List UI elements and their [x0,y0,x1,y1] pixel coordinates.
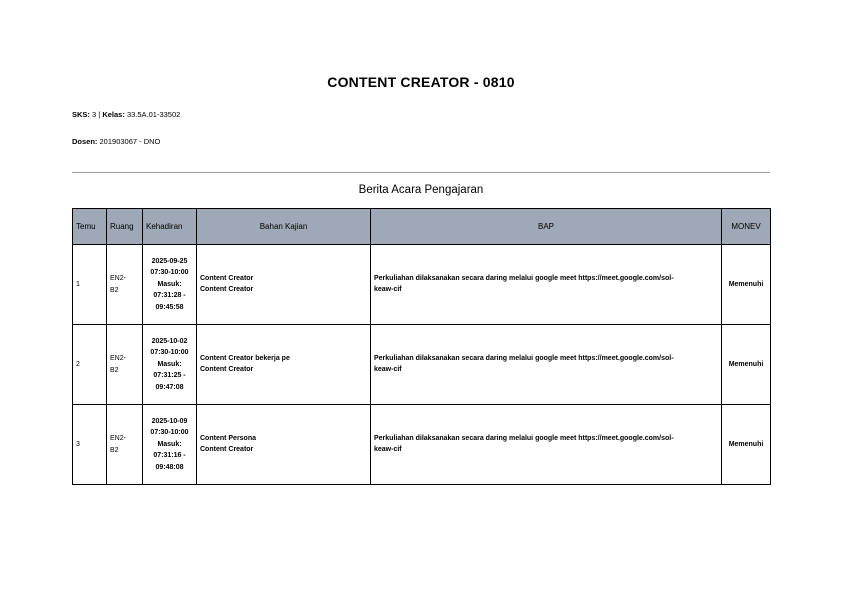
kehadiran-schedule: 07:30-10:00 [150,429,189,437]
cell-ruang [107,405,143,485]
cell-ruang [107,325,143,405]
cell-bahan-kajian [197,245,371,325]
header-temu: Temu [73,209,107,245]
sks-label: SKS: [72,110,90,119]
bahan-line: Content Persona [200,435,257,442]
kehadiran-masuk-start: 07:31:16 - [153,452,186,460]
header-bahan-kajian: Bahan Kajian [197,209,371,245]
header-bap: BAP [371,209,722,245]
header-monev: MONEV [722,209,771,245]
bap-table [72,208,771,485]
kelas-value: 33.5A.01-33502 [126,110,181,119]
table-row [73,405,771,485]
kehadiran-masuk-start: 07:31:25 - [153,372,186,380]
cell-temu: 3 [73,405,107,485]
section-title: Berita Acara Pengajaran [358,184,484,196]
kehadiran-masuk-end: 09:47:08 [155,383,184,391]
kehadiran-masuk-end: 09:48:08 [155,463,184,471]
cell-bahan-kajian [197,405,371,485]
course-info [72,110,180,119]
bap-line: keaw-cif [374,365,402,373]
bap-line: keaw-cif [374,445,402,453]
lecturer-info [72,137,160,146]
cell-bap [371,325,722,405]
kehadiran-masuk-end: 09:45:58 [155,303,184,311]
bahan-line: Content Creator [200,285,254,293]
ruang-line: EN2- [110,354,126,362]
table-header-row [73,209,771,245]
cell-kehadiran [143,325,197,405]
kehadiran-schedule: 07:30-10:00 [150,269,189,277]
bap-line: Perkuliahan dilaksanakan secara daring melalui google meet https://meet.google.com/sol- [374,435,674,442]
bap-line: Perkuliahan dilaksanakan secara daring melalui google meet https://meet.google.com/sol- [374,355,674,362]
cell-bap [371,245,722,325]
dosen-label: Dosen: [72,137,98,146]
bahan-line: Content Creator bekerja pe [200,355,290,362]
header-ruang: Ruang [107,209,143,245]
kehadiran-masuk-label: Masuk: [157,360,182,368]
sks-value: 3 [92,110,97,119]
cell-monev: Memenuhi [722,325,771,405]
cell-kehadiran [143,245,197,325]
bahan-line: Content Creator [200,365,254,373]
bap-line: keaw-cif [374,285,402,293]
kelas-label: Kelas: [102,110,125,119]
kehadiran-date: 2025-10-02 [151,337,188,345]
kehadiran-masuk-start: 07:31:28 - [153,292,186,300]
bap-line: Perkuliahan dilaksanakan secara daring melalui google meet https://meet.google.com/sol- [374,275,674,282]
table-row [73,245,771,325]
ruang-line: B2 [110,446,119,454]
dosen-value: 201903067 - DNO [99,137,161,146]
ruang-line: B2 [110,286,119,294]
cell-temu: 1 [73,245,107,325]
bahan-line: Content Creator [200,275,254,282]
divider [72,172,770,173]
cell-monev: Memenuhi [722,405,771,485]
cell-kehadiran [143,405,197,485]
cell-monev: Memenuhi [722,245,771,325]
cell-temu: 2 [73,325,107,405]
kehadiran-date: 2025-09-25 [151,257,188,265]
kehadiran-date: 2025-10-09 [151,417,188,425]
ruang-line: B2 [110,366,119,374]
cell-bap [371,405,722,485]
document-title: CONTENT CREATOR - 0810 [327,74,515,90]
kehadiran-schedule: 07:30-10:00 [150,349,189,357]
ruang-line: EN2- [110,434,126,442]
cell-bahan-kajian [197,325,371,405]
meta-separator: | [98,110,101,119]
ruang-line: EN2- [110,274,126,282]
kehadiran-masuk-label: Masuk: [157,280,182,288]
table-row [73,325,771,405]
kehadiran-masuk-label: Masuk: [157,440,182,448]
cell-ruang [107,245,143,325]
bahan-line: Content Creator [200,445,254,453]
header-kehadiran: Kehadiran [143,209,197,245]
